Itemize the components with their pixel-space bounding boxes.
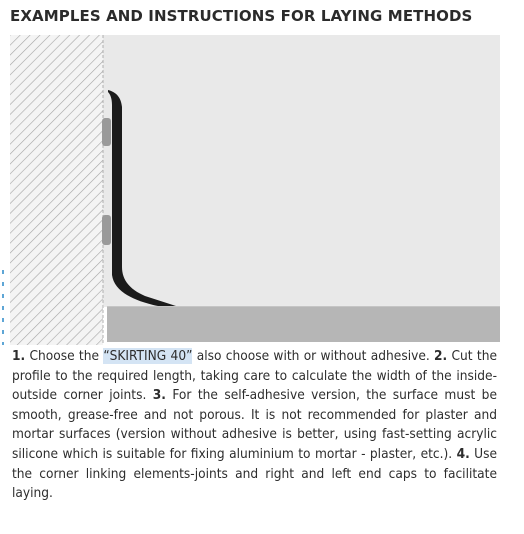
adhesive-strip-lower [102, 215, 111, 245]
step4-text: Use the corner linking elements-joints and right and left end caps to facilitate laying. [12, 445, 497, 502]
adhesive-strip-upper [102, 118, 111, 146]
step3-text: For the self-adhesive version, the surface must be smooth, grease-free and not porous. It is not recommended for plaster and mortar surfaces (version without adhesive is better, using fast-setting acrylic silicone which is suitable for fixing aluminium to mortar - plaster, etc.). [12, 387, 497, 462]
page-title: EXAMPLES AND INSTRUCTIONS FOR LAYING METHODS [10, 7, 473, 25]
step2-number: 2. [434, 348, 448, 364]
step4-number: 4. [456, 445, 470, 462]
step1-number: 1. [12, 348, 26, 364]
side-edge-mark [0, 270, 6, 345]
floor-section [107, 306, 500, 342]
step3-number: 3. [152, 387, 166, 404]
room-background [103, 35, 500, 305]
wall-section [10, 35, 103, 345]
product-name-highlight: “SKIRTING 40” [103, 348, 193, 364]
step1-text-after: also choose with or without adhesive. [192, 348, 435, 364]
skirting-installation-diagram [0, 35, 524, 345]
step2-text: Cut the profile to the required length, taking care to calculate the width of the inside-outside corner joints. [12, 348, 497, 404]
step1-text-before: Choose the [25, 348, 104, 364]
laying-instructions [12, 347, 497, 504]
